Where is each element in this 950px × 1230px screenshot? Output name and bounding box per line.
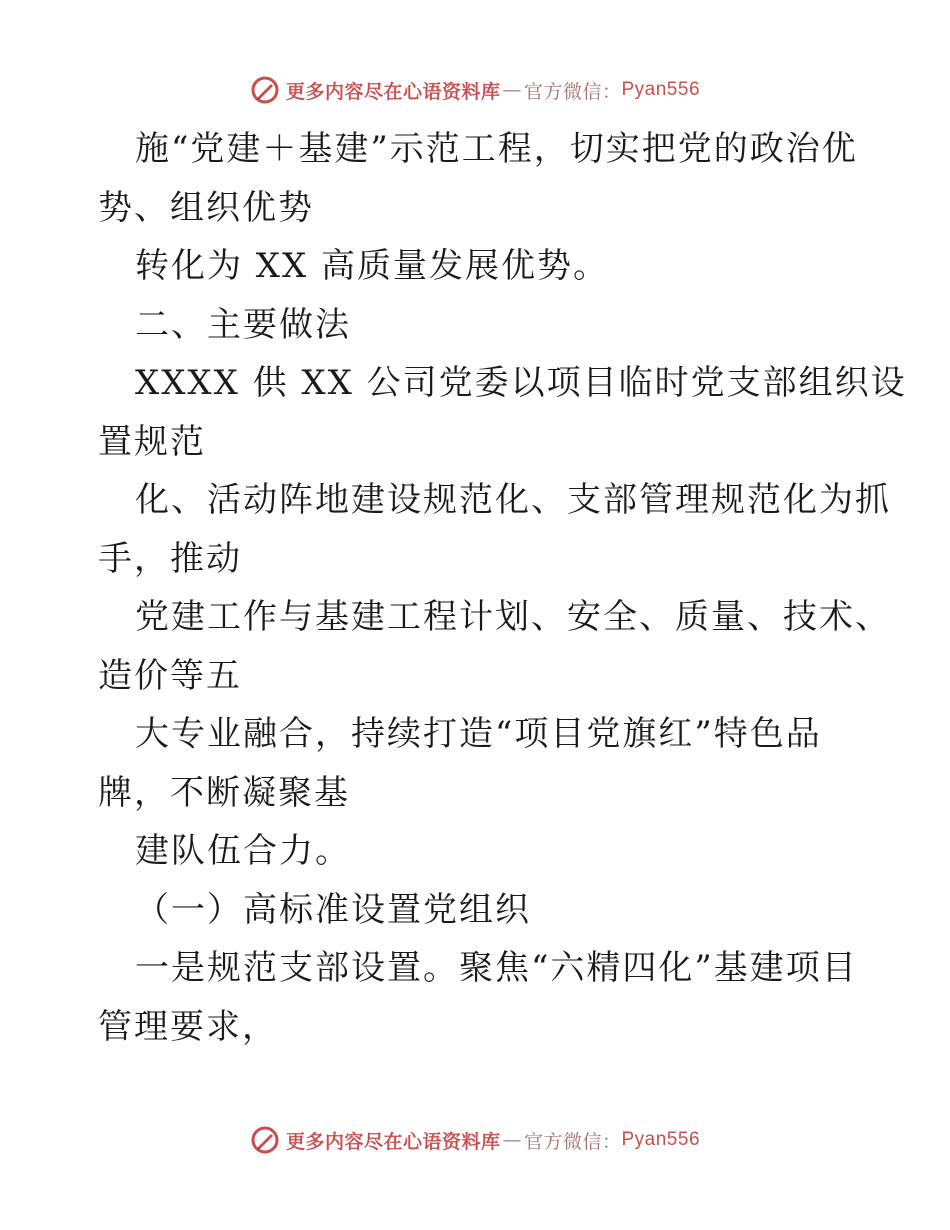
body-text-line: 建队伍合力。 [135, 831, 351, 871]
pen-logo-icon [250, 1125, 280, 1155]
body-text-line: 化、活动阵地建设规范化、支部管理规范化为抓 [135, 480, 891, 520]
body-text-line: 管理要求， [98, 1006, 278, 1047]
body-text-line: 大专业融合，持续打造“项目党旗红”特色品 [135, 714, 822, 754]
body-text-line: 手，推动 [98, 538, 242, 579]
body-text-line: （一）高标准设置党组织 [135, 889, 531, 930]
body-text-line: 转化为 XX 高质量发展优势。 [135, 246, 610, 286]
watermark-label: 官方微信： [523, 1130, 622, 1153]
watermark-dash: — [502, 79, 522, 101]
body-text-line: 势、组织优势 [98, 187, 314, 228]
watermark-site: 更多内容尽在心语资料库 [285, 1130, 501, 1153]
body-text-line: 一是规范支部设置。聚焦“六精四化”基建项目 [135, 948, 858, 988]
body-text-line: 党建工作与基建工程计划、安全、质量、技术、 [135, 597, 891, 637]
watermark-text [286, 77, 700, 104]
watermark-id: Pyan556 [621, 1129, 701, 1150]
watermark-dash: — [502, 1129, 522, 1151]
document-body [98, 120, 907, 1056]
header-watermark [0, 70, 950, 110]
body-text-line: 造价等五 [98, 655, 242, 696]
pen-logo-icon [250, 75, 280, 105]
body-text-line: 置规范 [98, 421, 206, 462]
watermark-id: Pyan556 [621, 79, 701, 100]
footer-watermark [0, 1120, 950, 1160]
watermark-site: 更多内容尽在心语资料库 [285, 80, 501, 103]
watermark-label: 官方微信： [523, 80, 622, 103]
body-text-line: XXXX 供 XX 公司党委以项目临时党支部组织设 [135, 363, 907, 403]
body-text-line: 施“党建＋基建”示范工程，切实把党的政治优 [135, 129, 858, 169]
body-text-line: 二、主要做法 [135, 304, 351, 345]
watermark-text [286, 1127, 700, 1154]
body-text-line: 牌，不断凝聚基 [98, 772, 350, 813]
